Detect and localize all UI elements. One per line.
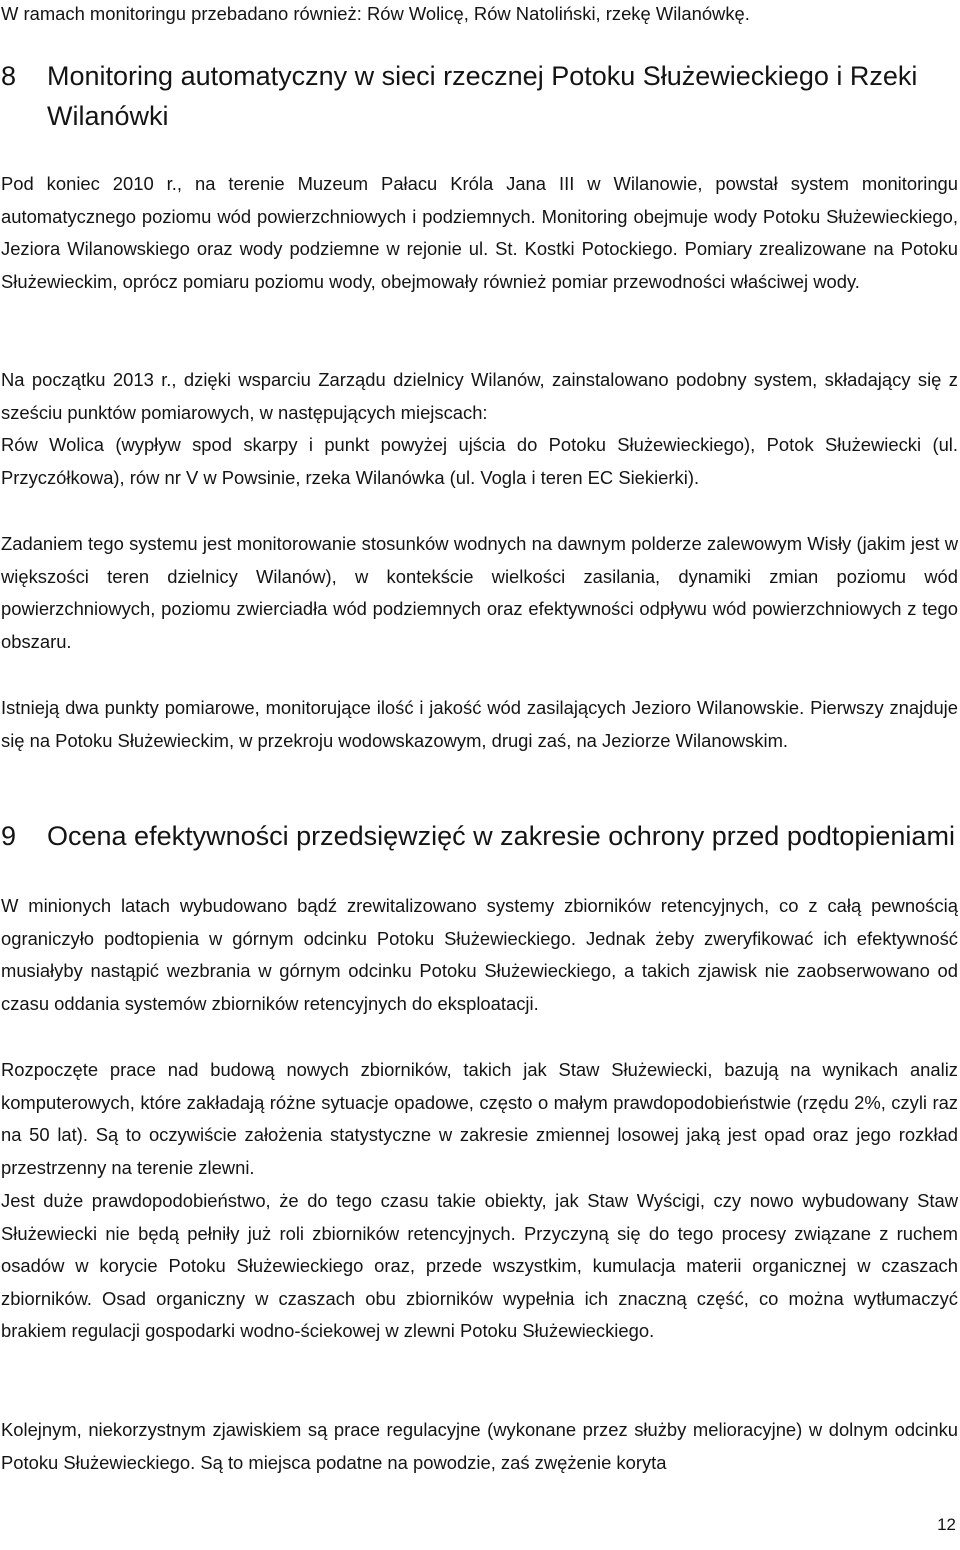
section-8-paragraph-1: Pod koniec 2010 r., na terenie Muzeum Pałacu Króla Jana III w Wilanowie, powstał system monitoringu automatycznego poziomu wód powierzchniowych i podziemnych. Monitoring obejmuje wody Potoku Służewieckiego, Jeziora Wilanowskiego oraz wody podziemne w rejonie ul. St. Kostki Potockiego. Pomiary zrealizowane na Potoku Służewieckim, oprócz pomiaru poziomu wody, obejmowały również pomiar przewodności właściwej wody. [1, 173, 958, 292]
section-9-paragraph-4: Kolejnym, niekorzystnym zjawiskiem są prace regulacyjne (wykonane przez służby melioracyjne) w dolnym odcinku Potoku Służewieckiego. Są to miejsca podatne na powodzie, zaś zwężenie koryta [1, 1419, 958, 1473]
page-number: 12 [937, 1515, 956, 1534]
section-8-heading [1, 56, 931, 136]
section-9-title: Ocena efektywności przedsięwzięć w zakresie ochrony przed podtopieniami [47, 821, 955, 851]
section-9-paragraph-3: Jest duże prawdopodobieństwo, że do tego czasu takie obiekty, jak Staw Wyścigi, czy nowo wybudowany Staw Służewiecki nie będą pełniły już roli zbiorników retencyjnych. Przyczyną się do tego procesy związane z ruchem osadów w korycie Potoku Służewieckiego oraz, przede wszystkim, kumulacja materii organicznej w czaszach zbiorników. Osad organiczny w czaszach obu zbiorników wypełnia ich znaczną część, co można wytłumaczyć brakiem regulacji gospodarki wodno-ściekowej w zlewni Potoku Służewieckiego. [1, 1190, 958, 1341]
section-9-number: 9 [1, 821, 17, 851]
section-9-heading [1, 816, 958, 856]
section-8-title: Monitoring automatyczny w sieci rzecznej Potoku Służewieckiego i Rzeki Wilanówki [47, 61, 918, 131]
section-9-paragraph-2: Rozpoczęte prace nad budową nowych zbiorników, takich jak Staw Służewiecki, bazują na wynikach analiz komputerowych, które zakładają różne sytuacje opadowe, często o małym prawdopodobieństwie (rzędu 2%, czyli raz na 50 lat). Są to oczywiście założenia statystyczne w zakresie zmiennej losowej jaką jest opad oraz jego rozkład przestrzenny na terenie zlewni. [1, 1059, 958, 1178]
section-8-paragraph-2: Na początku 2013 r., dzięki wsparciu Zarządu dzielnicy Wilanów, zainstalowano podobny system, składający się z sześciu punktów pomiarowych, w następujących miejscach: [1, 369, 958, 423]
section-8-paragraph-3: Rów Wolica (wypływ spod skarpy i punkt powyżej ujścia do Potoku Służewieckiego), Potok Służewiecki (ul. Przyczółkowa), rów nr V w Powsinie, rzeka Wilanówka (ul. Vogla i teren EC Siekierki). [1, 434, 958, 488]
section-8-number: 8 [1, 61, 17, 91]
section-9-paragraph-1: W minionych latach wybudowano bądź zrewitalizowano systemy zbiorników retencyjnych, co z całą pewnością ograniczyło podtopienia w górnym odcinku Potoku Służewieckiego. Jednak żeby zweryfikować ich efektywność musiałyby nastąpić wezbrania w górnym odcinku Potoku Służewieckiego, a takich zjawisk nie zaobserwowano od czasu oddania systemów zbiorników retencyjnych do eksploatacji. [1, 895, 958, 1014]
intro-paragraph: W ramach monitoringu przebadano również: Rów Wolicę, Rów Natoliński, rzekę Wilanówkę. [1, 3, 750, 24]
section-8-paragraph-4: Zadaniem tego systemu jest monitorowanie stosunków wodnych na dawnym polderze zalewowym Wisły (jakim jest w większości teren dzielnicy Wilanów), w kontekście wielkości zasilania, dynamiki zmian poziomu wód powierzchniowych, poziomu zwierciadła wód podziemnych oraz efektywności odpływu wód powierzchniowych z tego obszaru. [1, 533, 958, 652]
section-8-paragraph-5: Istnieją dwa punkty pomiarowe, monitorujące ilość i jakość wód zasilających Jezioro Wilanowskie. Pierwszy znajduje się na Potoku Służewieckim, w przekroju wodowskazowym, drugi zaś, na Jeziorze Wilanowskim. [1, 697, 958, 751]
